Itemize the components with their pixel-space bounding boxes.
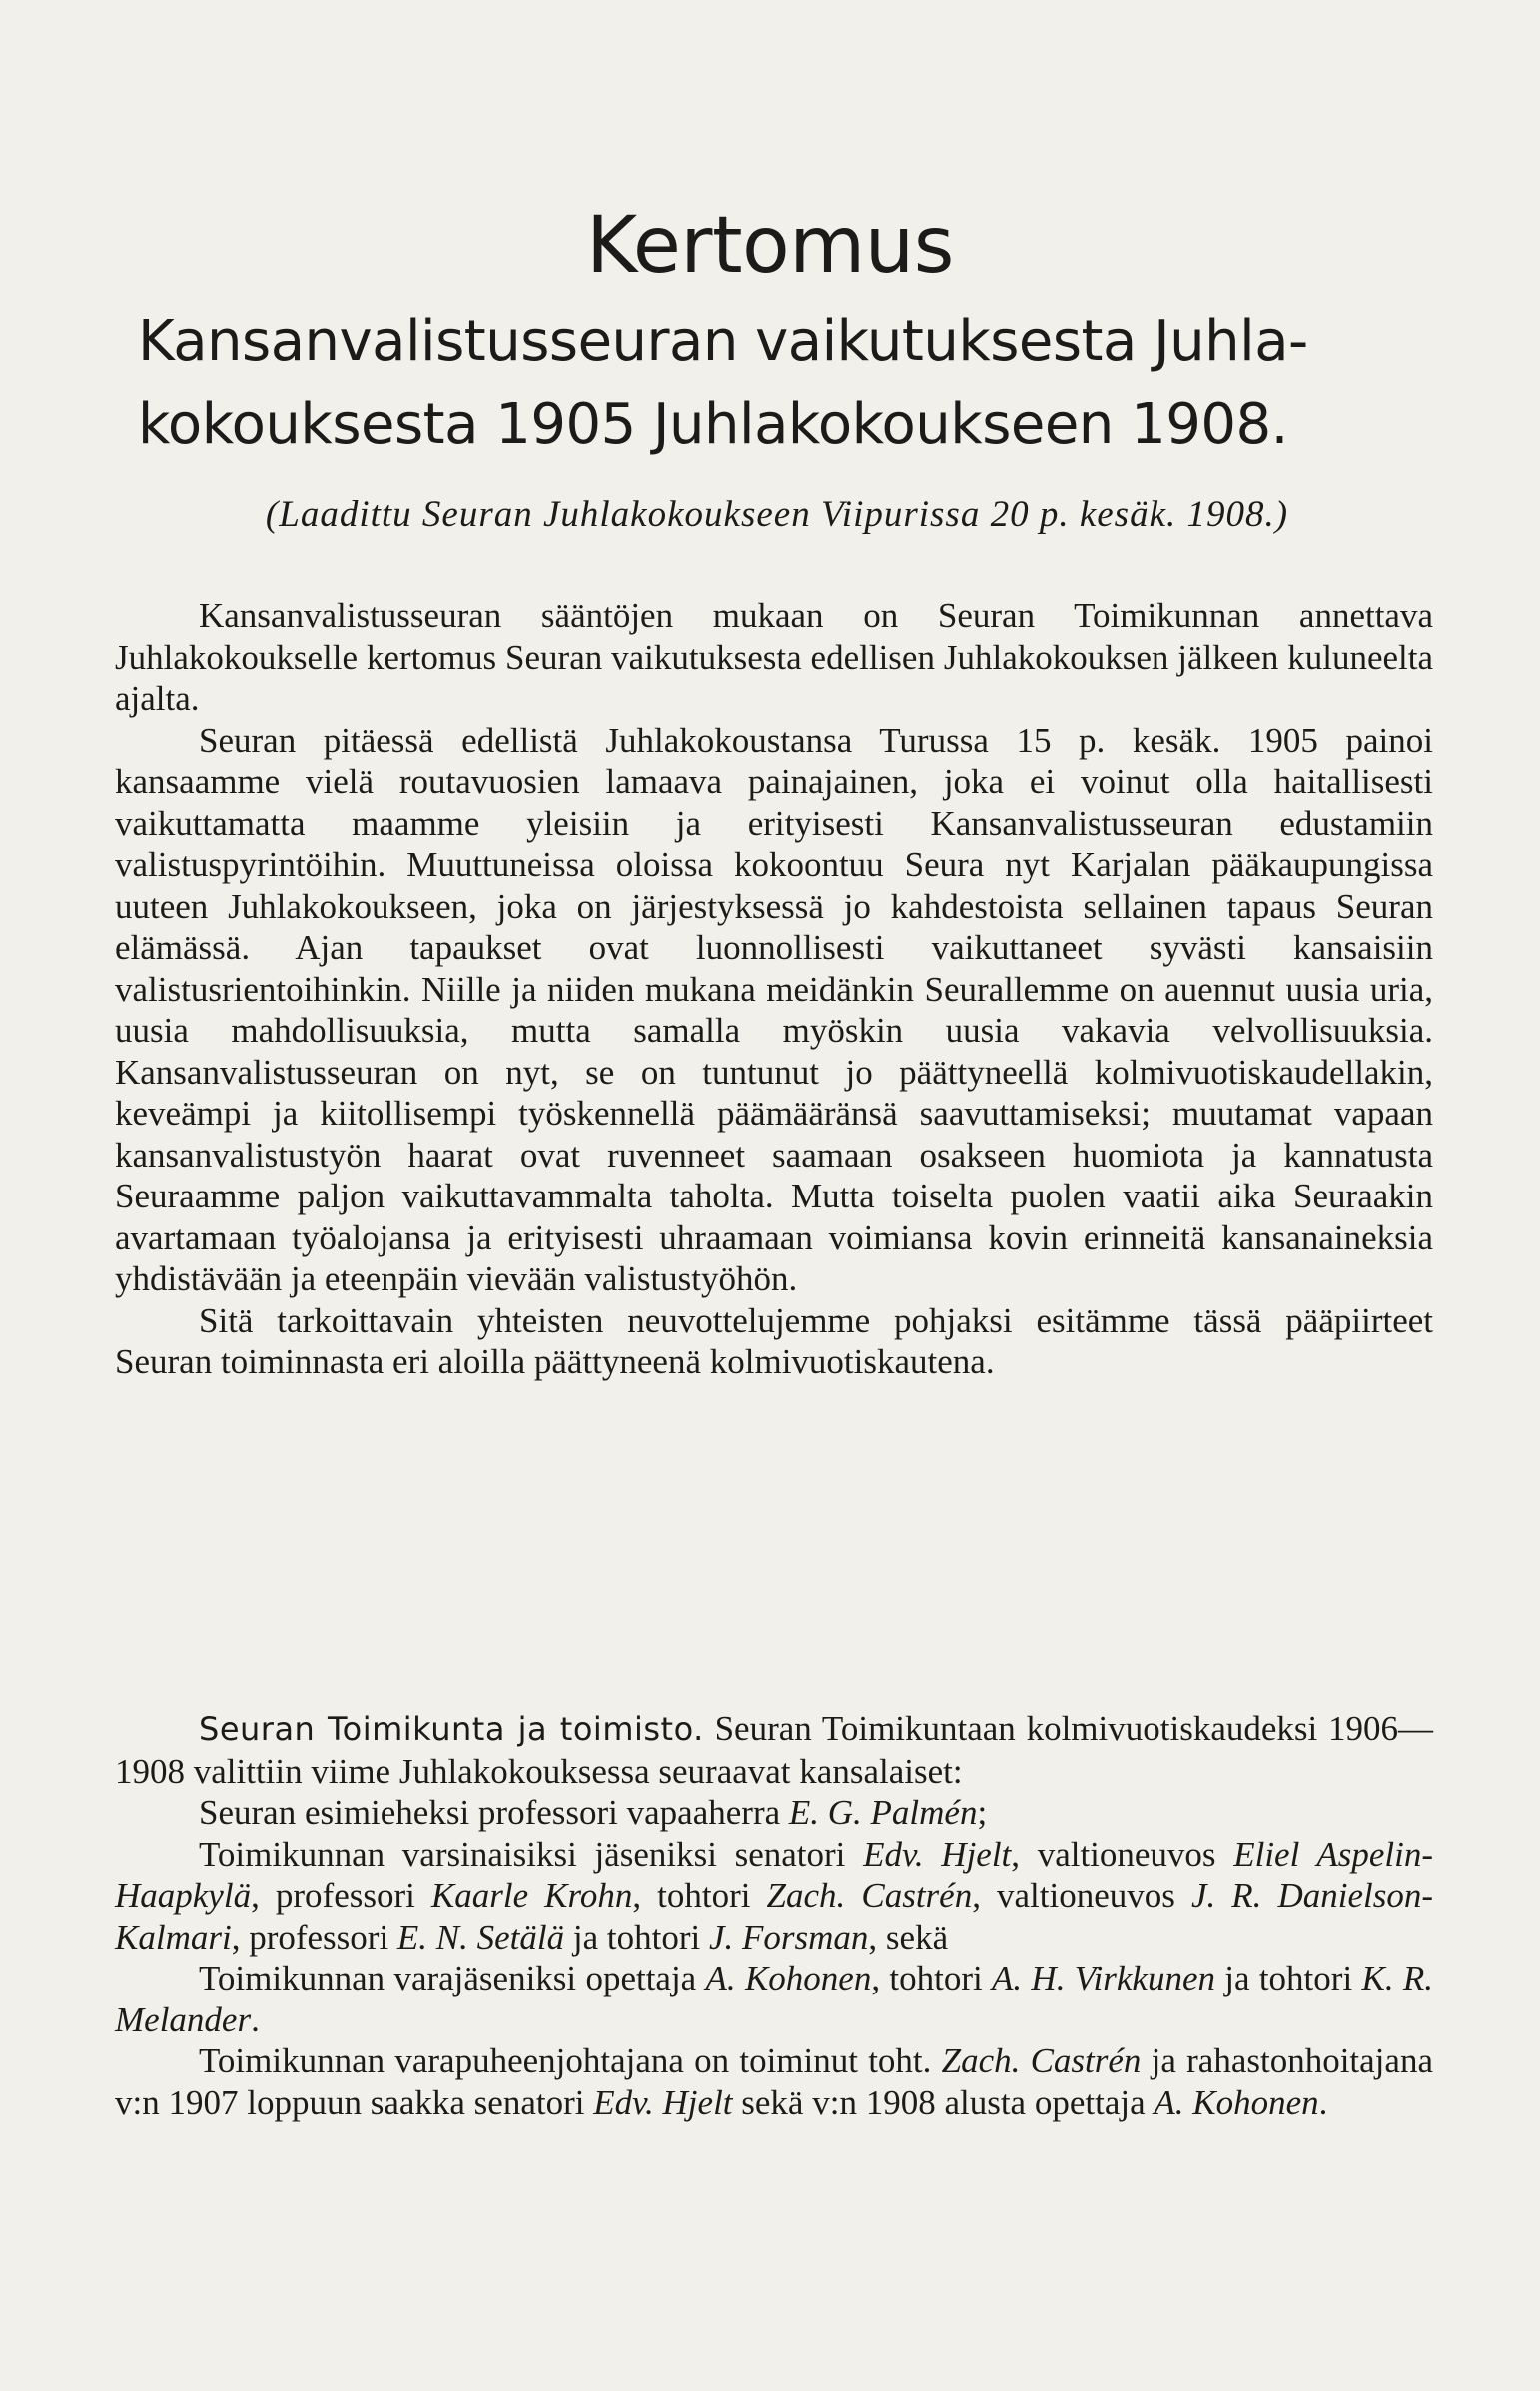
page-title: Kertomus: [586, 201, 954, 291]
person-name: Edv. Hjelt: [593, 2082, 733, 2122]
person-name: Kaarle Krohn: [430, 1876, 633, 1915]
connector-text: , tohtori: [632, 1876, 767, 1915]
committee-section: [115, 1708, 1433, 2123]
connector-text: , professori: [251, 1876, 431, 1915]
person-name: J. Forsman: [708, 1917, 869, 1957]
connector-text: , tohtori: [871, 1959, 992, 1997]
person-name: Eliel Aspelin-Haapkylä: [115, 1834, 1433, 1915]
subtitle-line: kokouksesta 1905 Juhlakokoukseen 1908.: [138, 393, 1288, 457]
punctuation: .: [1318, 2082, 1328, 2122]
connector-text: sekä v:n 1908 alusta opettaja: [732, 2082, 1155, 2122]
chair-paragraph: [115, 1792, 1433, 1834]
prepared-note: (Laadittu Seuran Juhlakokoukseen Viipurissa 20 p. kesäk. 1908.): [265, 494, 1289, 535]
connector-text: ja tohtori: [564, 1917, 709, 1957]
intro-section: [115, 595, 1433, 1383]
deputies-lead: Toimikunnan varajäseniksi opettaja: [199, 1959, 706, 1997]
person-name: Edv. Hjelt: [863, 1834, 1012, 1874]
person-name: E. N. Setälä: [396, 1917, 565, 1957]
connector-text: , sekä: [868, 1917, 949, 1957]
person-name: A. Kohonen: [1154, 2082, 1319, 2122]
subtitle: [138, 300, 1436, 467]
connector-text: , valtioneuvos: [1011, 1834, 1234, 1874]
punctuation: ;: [977, 1793, 988, 1832]
section-intro-paragraph: [115, 1708, 1433, 1792]
officers-paragraph: [115, 2040, 1433, 2123]
person-name: E. G. Palmén: [788, 1793, 978, 1832]
body-paragraph: Sitä tarkoittavain yhteisten neuvottelujemme pohjaksi esitämme tässä pääpiirteet Seuran toiminnasta eri aloilla päättyneenä kolmivuotiskautena.: [115, 1300, 1433, 1381]
section-intro-text: Seuran Toimikuntaan kolmivuotiskaudeksi 1906—1908 valittiin viime Juhlakokouksessa seuraavat kansalaiset:: [115, 1709, 1434, 1791]
person-name: J. R. Danielson-Kalmari: [115, 1876, 1433, 1957]
person-name: Zach. Castrén: [766, 1876, 973, 1915]
connector-text: ja rahastonhoitajana v:n 1907 loppuun saakka senatori: [115, 2041, 1433, 2122]
chair-text: Seuran esimieheksi professori vapaaherra: [199, 1793, 789, 1832]
subtitle-line: Kansanvalistusseuran vaikutuksesta Juhla-: [138, 309, 1308, 374]
connector-text: , professori: [231, 1917, 397, 1957]
person-name: K. R. Melander: [115, 1959, 1433, 2039]
officers-lead: Toimikunnan varapuheenjohtajana on toiminut toht.: [199, 2041, 942, 2080]
punctuation: .: [251, 1999, 260, 2039]
deputies-paragraph: [115, 1958, 1433, 2040]
person-name: A. Kohonen: [705, 1959, 872, 1997]
body-paragraph: Kansanvalistusseuran sääntöjen mukaan on Seuran Toimikunnan annettava Juhlakokoukselle kertomus Seuran vaikutuksesta edellisen Juhlakokouksen jälkeen kuluneelta ajalta.: [115, 596, 1433, 718]
body-paragraph: Seuran pitäessä edellistä Juhlakokoustansa Turussa 15 p. kesäk. 1905 painoi kansaamme vielä routavuosien lamaava painajainen, joka ei voinut olla haitallisesti vaikuttamatta maamme yleisiin ja erityisesti Kansanvalistusseuran edustamiin valistuspyrintöihin. Muuttuneissa oloissa kokoontuu Seura nyt Karjalan pääkaupungissa uuteen Juhlakokoukseen, joka on järjestyksessä jo kahdestoista sellainen tapaus Seuran elämässä. Ajan tapaukset ovat luonnollisesti vaikuttaneet syvästi kansaisiin valistusrientoihinkin. Niille ja niiden mukana meidänkin Seurallemme on auennut uusia uria, uusia mahdollisuuksia, mutta samalla myöskin uusia vakavia velvollisuuksia. Kansanvalistusseuran on nyt, se on tuntunut jo päättyneellä kolmivuotiskaudellakin, keveämpi ja kiitollisempi työskennellä päämääränsä saavuttamiseksi; muutamat vapaan kansanvalistustyön haarat ovat ruvenneet saamaan osakseen huomiota ja kannatusta Seuraamme paljon vaikuttavammalta taholta. Mutta toiselta puolen vaatii aika Seuraakin avartamaan työalojansa ja erityisesti uhraamaan voimiansa kovin erinneitä kansanaineksia yhdistävään ja eteenpäin vievään valistustyöhön.: [115, 720, 1433, 1298]
person-name: A. H. Virkkunen: [992, 1959, 1215, 1997]
connector-text: , valtioneuvos: [972, 1876, 1191, 1915]
section-heading: Seuran Toimikunta ja toimisto.: [199, 1710, 704, 1748]
connector-text: ja tohtori: [1214, 1959, 1362, 1997]
members-paragraph: [115, 1834, 1433, 1959]
person-name: Zach. Castrén: [941, 2041, 1142, 2080]
members-lead: Toimikunnan varsinaisiksi jäseniksi senatori: [199, 1834, 864, 1874]
